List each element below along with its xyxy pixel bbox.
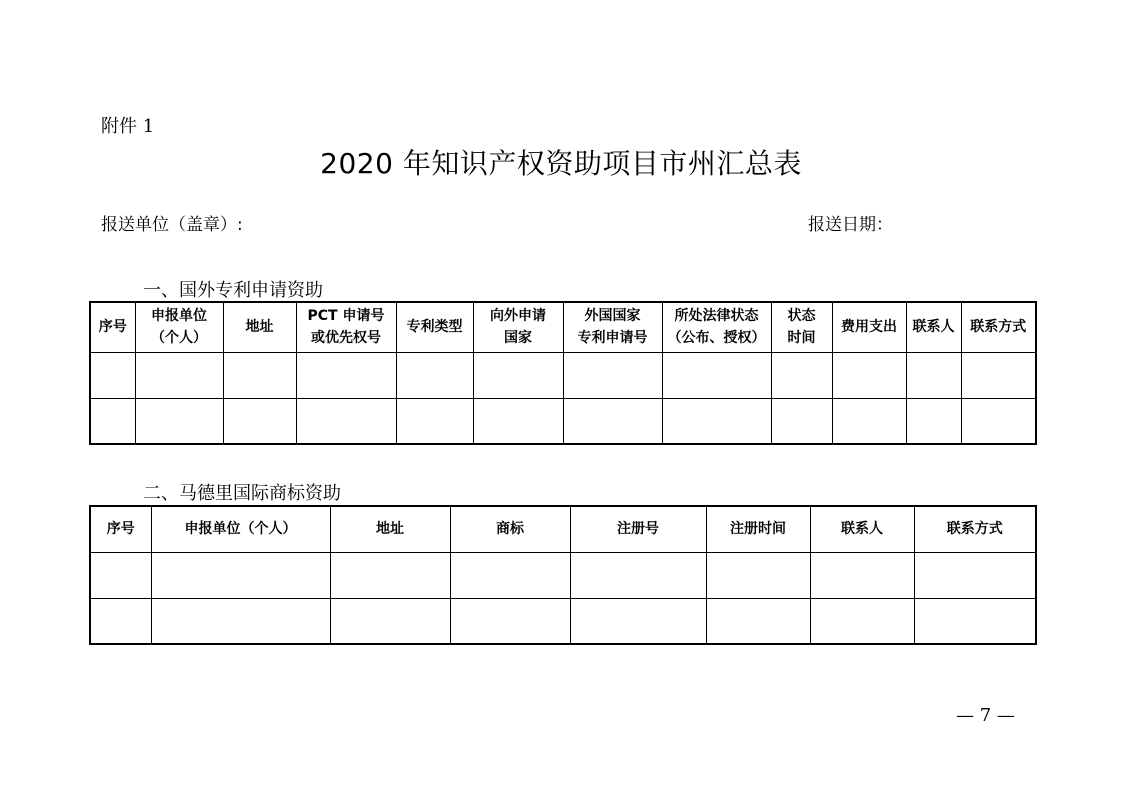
table-cell[interactable] <box>706 552 810 598</box>
table-cell[interactable] <box>90 552 151 598</box>
page-title: 2020 年知识产权资助项目市州汇总表 <box>320 147 802 180</box>
patent-funding-table <box>89 301 1037 445</box>
table-cell[interactable] <box>810 552 914 598</box>
table-cell[interactable] <box>832 352 906 398</box>
header-cell: 注册号 <box>570 506 706 552</box>
table-cell[interactable] <box>906 352 961 398</box>
table-cell[interactable] <box>450 552 570 598</box>
table-cell[interactable] <box>771 352 832 398</box>
header-cell: 联系方式 <box>961 302 1036 352</box>
table-cell[interactable] <box>473 352 563 398</box>
header-cell: 地址 <box>330 506 450 552</box>
table-cell[interactable] <box>961 398 1036 444</box>
header-cell: 状态 时间 <box>771 302 832 352</box>
header-cell: 向外申请 国家 <box>473 302 563 352</box>
header-cell: 外国国家 专利申请号 <box>563 302 662 352</box>
table-cell[interactable] <box>223 352 296 398</box>
header-cell: 专利类型 <box>396 302 473 352</box>
header-cell: 申报单位 （个人） <box>135 302 223 352</box>
table-cell[interactable] <box>330 552 450 598</box>
table-cell[interactable] <box>151 598 330 644</box>
report-unit-label: 报送单位（盖章）: <box>101 215 243 235</box>
header-cell: 序号 <box>90 506 151 552</box>
table-cell[interactable] <box>296 398 396 444</box>
table-cell[interactable] <box>662 398 771 444</box>
table-cell[interactable] <box>914 598 1036 644</box>
header-cell: 序号 <box>90 302 135 352</box>
table-cell[interactable] <box>570 552 706 598</box>
report-date-label: 报送日期： <box>808 215 893 235</box>
table-cell[interactable] <box>296 352 396 398</box>
header-cell: 联系人 <box>810 506 914 552</box>
table-cell[interactable] <box>473 398 563 444</box>
table-cell[interactable] <box>914 552 1036 598</box>
table-cell[interactable] <box>906 398 961 444</box>
header-cell: 费用支出 <box>832 302 906 352</box>
attachment-label: 附件 1 <box>101 116 155 137</box>
table-cell[interactable] <box>832 398 906 444</box>
table-cell[interactable] <box>396 398 473 444</box>
table-row <box>90 552 1036 598</box>
table-cell[interactable] <box>90 398 135 444</box>
table-row <box>90 598 1036 644</box>
table-cell[interactable] <box>570 598 706 644</box>
table-cell[interactable] <box>90 598 151 644</box>
page-number: — 7 — <box>956 705 1015 726</box>
table-cell[interactable] <box>151 552 330 598</box>
section1-title: 一、国外专利申请资助 <box>143 280 323 301</box>
table-cell[interactable] <box>90 352 135 398</box>
table-cell[interactable] <box>961 352 1036 398</box>
table-cell[interactable] <box>223 398 296 444</box>
header-cell: 所处法律状态 （公布、授权） <box>662 302 771 352</box>
header-cell: 地址 <box>223 302 296 352</box>
header-cell: 联系方式 <box>914 506 1036 552</box>
table-cell[interactable] <box>330 598 450 644</box>
table-cell[interactable] <box>771 398 832 444</box>
trademark-funding-table <box>89 505 1037 645</box>
section2-title: 二、马德里国际商标资助 <box>143 483 341 504</box>
table-cell[interactable] <box>563 398 662 444</box>
header-cell: 申报单位（个人） <box>151 506 330 552</box>
header-cell: 注册时间 <box>706 506 810 552</box>
table-cell[interactable] <box>135 398 223 444</box>
table-header-row <box>90 302 1036 352</box>
table-cell[interactable] <box>563 352 662 398</box>
table-cell[interactable] <box>810 598 914 644</box>
table-cell[interactable] <box>135 352 223 398</box>
table-cell[interactable] <box>396 352 473 398</box>
table-row <box>90 352 1036 398</box>
table-row <box>90 398 1036 444</box>
table-cell[interactable] <box>450 598 570 644</box>
header-cell: 联系人 <box>906 302 961 352</box>
table-cell[interactable] <box>706 598 810 644</box>
header-cell: 商标 <box>450 506 570 552</box>
table-cell[interactable] <box>662 352 771 398</box>
header-cell: PCT 申请号 或优先权号 <box>296 302 396 352</box>
table-header-row <box>90 506 1036 552</box>
